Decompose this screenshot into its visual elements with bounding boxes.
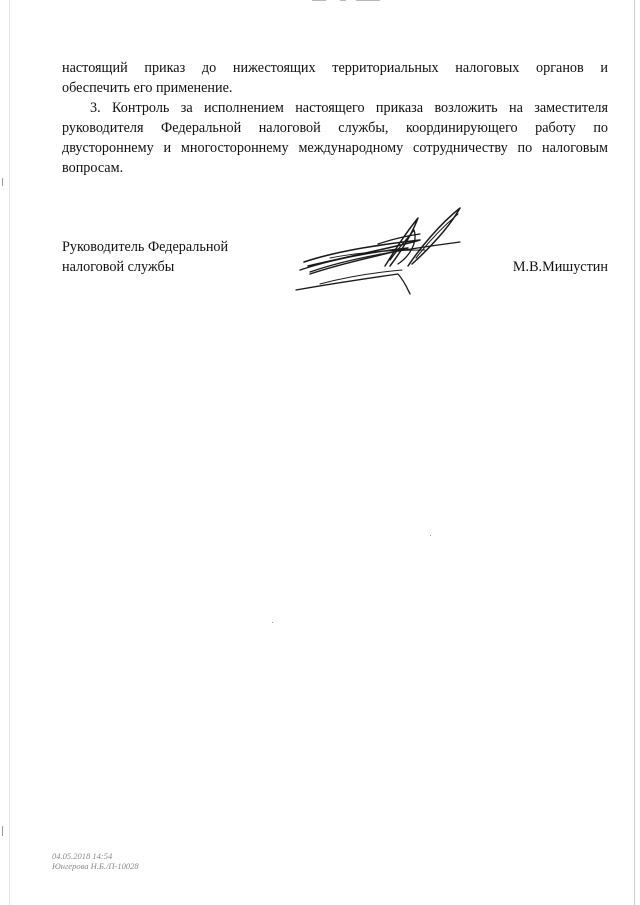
scan-artifact (356, 0, 380, 1)
signatory-name: М.В.Мишустин (512, 259, 608, 275)
stamp-executor: Юнгерова Н.Б./П-10028 (52, 861, 139, 871)
registration-stamp (52, 851, 139, 871)
scan-speck (272, 622, 273, 623)
scan-speck (2, 826, 3, 836)
scan-artifact (340, 0, 346, 1)
text-line: обеспечить его применение. (62, 80, 233, 96)
paragraph-2 (62, 98, 608, 178)
scan-edge-left (9, 0, 10, 905)
scan-speck (2, 178, 3, 186)
stamp-datetime: 04.05.2018 14:54 (52, 851, 113, 861)
signatory-title (62, 237, 228, 277)
text-line: 3. Контроль за исполнением настоящего приказа возложить на заместителя (90, 100, 608, 116)
scan-edge-right (634, 0, 635, 905)
scan-artifact (312, 0, 326, 1)
text-line: руководителя Федеральной налоговой службы, координирующего работу по (62, 120, 608, 136)
text-line: двустороннему и многостороннему международному сотрудничеству по налоговым (62, 140, 608, 156)
paragraph-1 (62, 58, 608, 98)
handwritten-signature (290, 200, 480, 295)
signatory-title-line-2: налоговой службы (62, 259, 175, 275)
text-line: настоящий приказ до нижестоящих территориальных налоговых органов и (62, 60, 608, 76)
scan-speck (430, 535, 431, 536)
text-line: вопросам. (62, 160, 124, 176)
signatory-title-line-1: Руководитель Федеральной (62, 239, 229, 255)
